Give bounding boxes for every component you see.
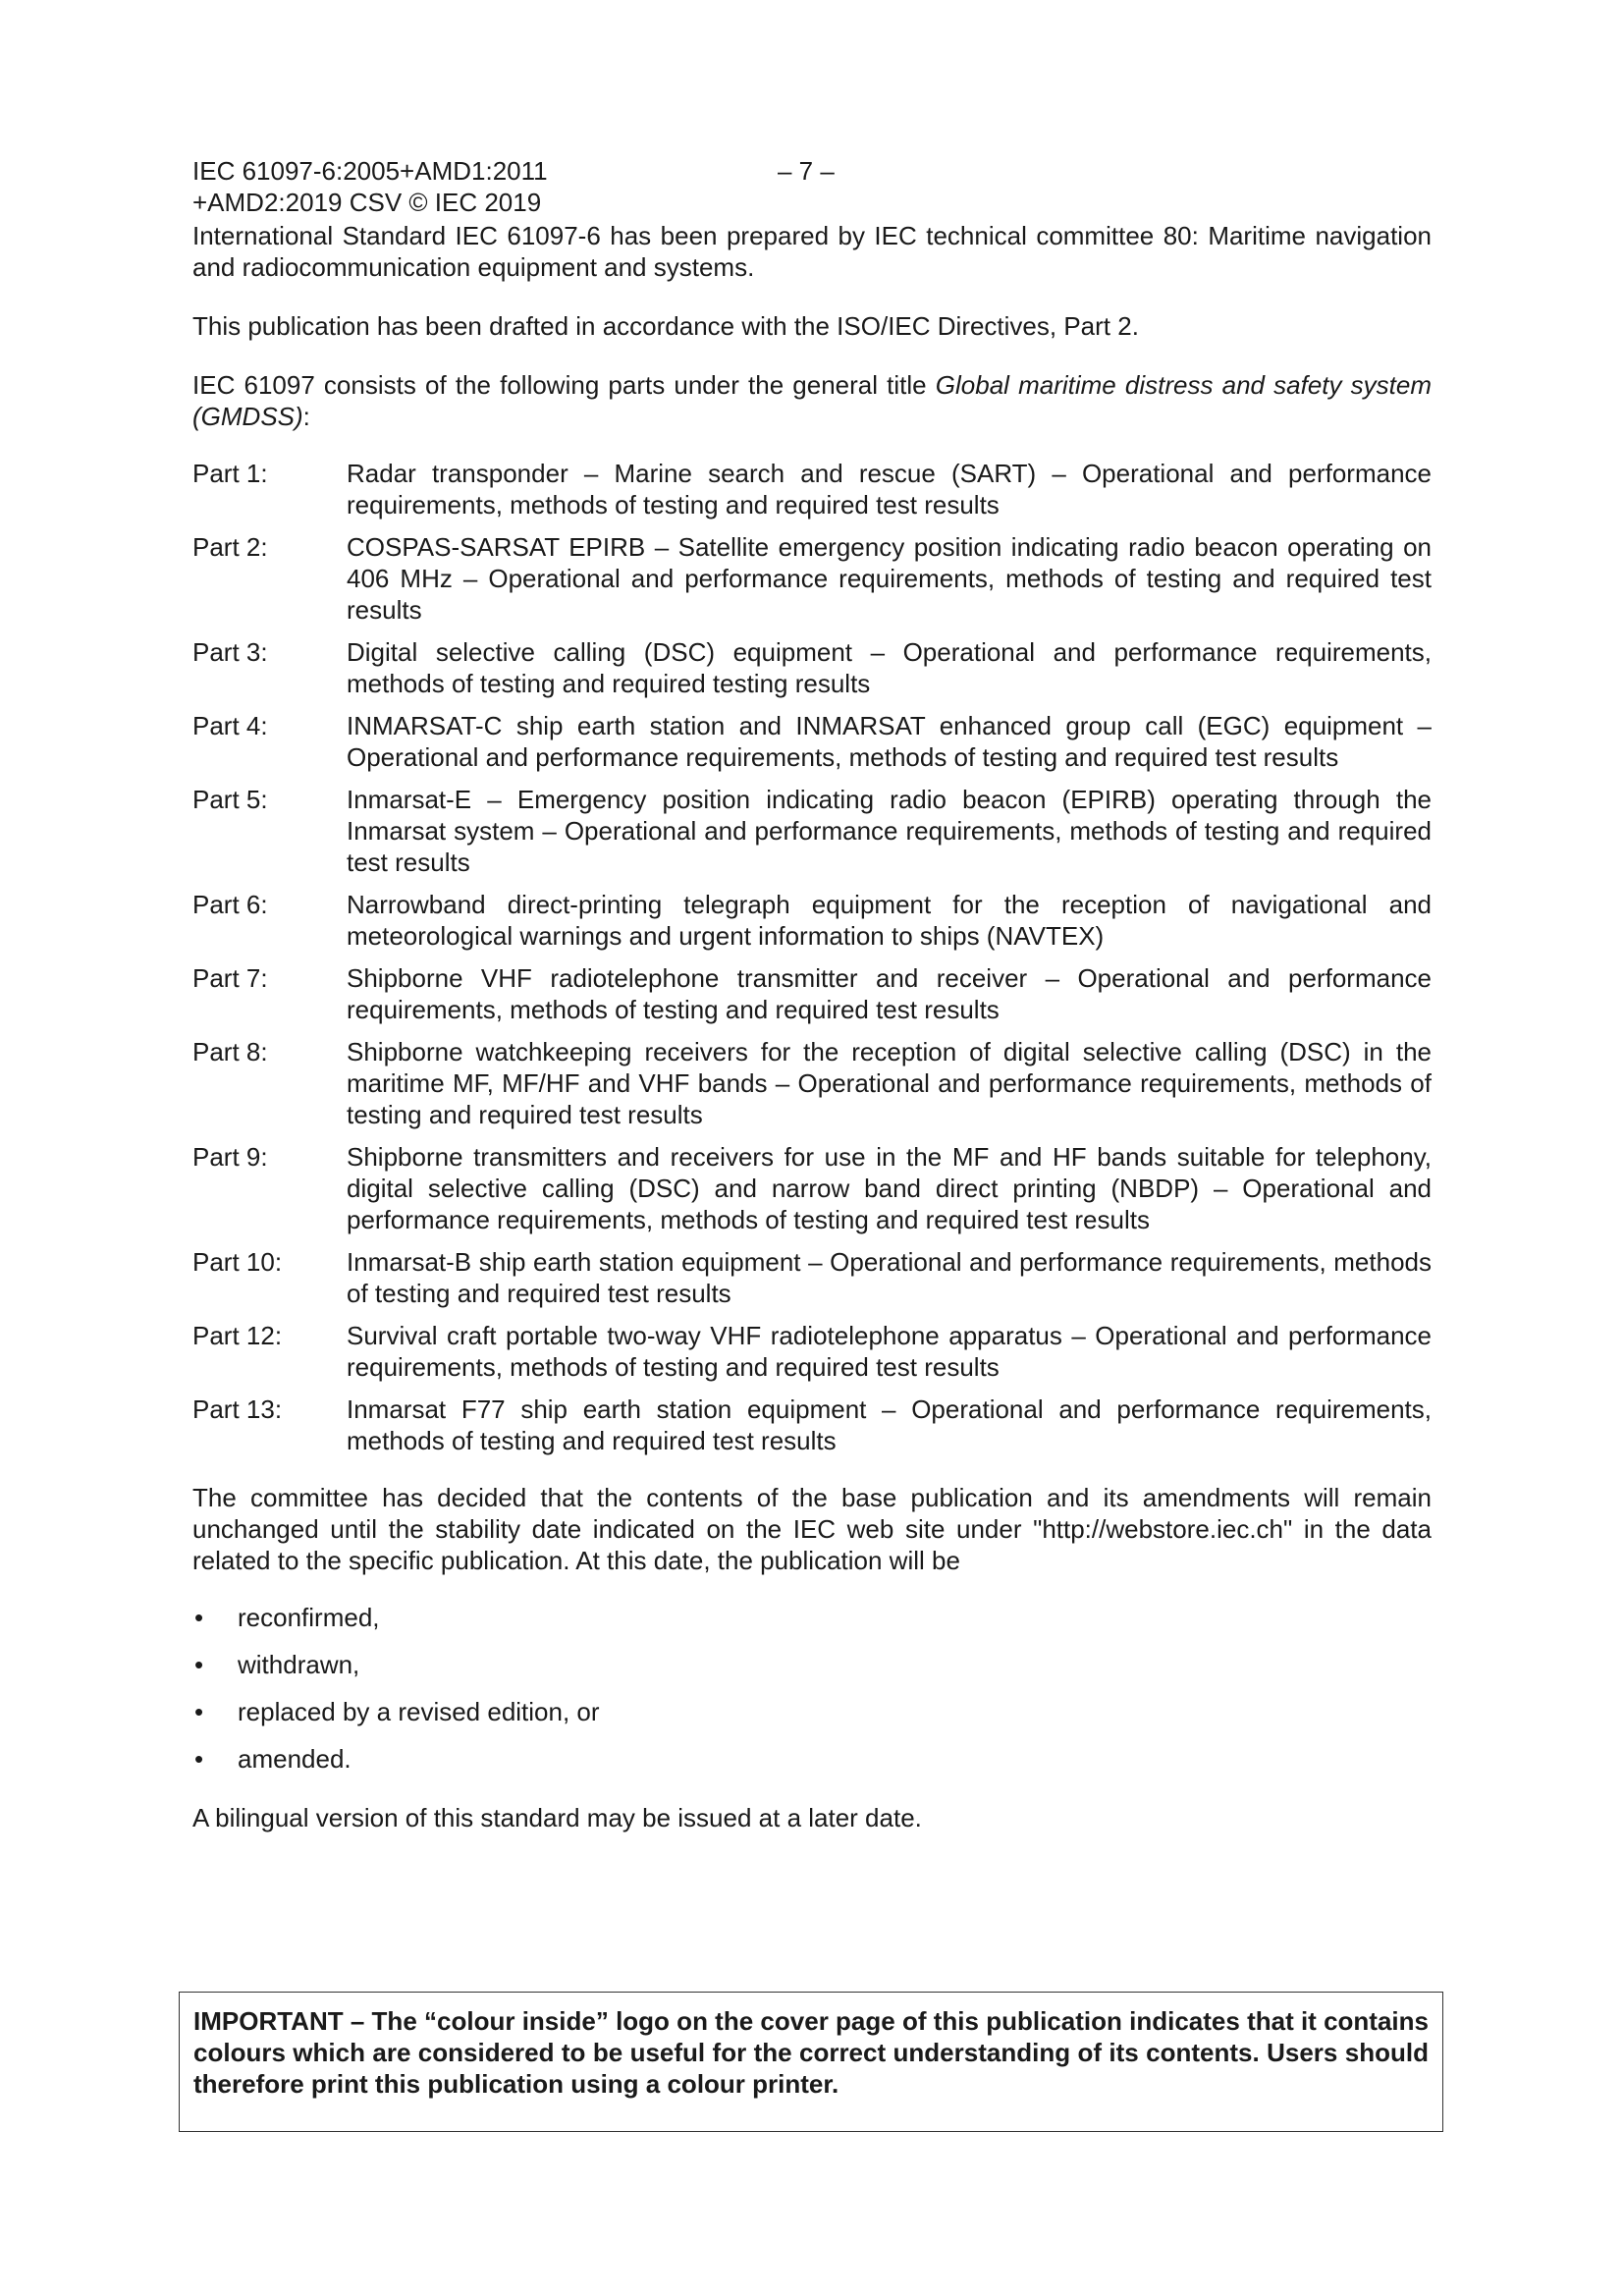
list-item-text: withdrawn, (238, 1650, 360, 1679)
directives-paragraph: This publication has been drafted in accordance with the ISO/IEC Directives, Part 2. (192, 311, 1139, 341)
part-title: INMARSAT-C ship earth station and INMARSAT enhanced group call (EGC) equipment – Operational and performance requirements, methods of testing and required test results (347, 711, 1432, 772)
part-row (192, 710, 1432, 773)
part-title: Radar transponder – Marine search and rescue (SART) – Operational and performance requirements, methods of testing and required test results (347, 459, 1432, 519)
part-title: Shipborne transmitters and receivers for use in the MF and HF bands suitable for telephony, digital selective calling (DSC) and narrow band direct printing (NBDP) – Operational and performance requirements, methods of testing and required test results (347, 1142, 1432, 1234)
page-header (192, 155, 1432, 218)
consists-prefix: IEC 61097 consists of the following parts under the general title (192, 370, 936, 400)
part-row (192, 636, 1432, 699)
part-label: Part 7: (192, 963, 268, 993)
bullet-icon: • (194, 1650, 204, 1679)
part-label: Part 6: (192, 890, 268, 919)
part-label: Part 4: (192, 711, 268, 740)
part-row (192, 1394, 1432, 1456)
bilingual-paragraph: A bilingual version of this standard may be issued at a later date. (192, 1803, 922, 1832)
bullet-icon: • (194, 1603, 204, 1632)
part-title: Inmarsat-B ship earth station equipment – Operational and performance requirements, methods of testing and required test results (347, 1247, 1432, 1308)
part-label: Part 3: (192, 637, 268, 667)
part-row (192, 784, 1432, 878)
header-line-1: IEC 61097-6:2005+AMD1:2011 (192, 156, 548, 186)
list-item (192, 1743, 1432, 1775)
list-item-text: reconfirmed, (238, 1603, 380, 1632)
list-item-text: replaced by a revised edition, or (238, 1697, 600, 1726)
part-row (192, 1141, 1432, 1235)
part-row (192, 1036, 1432, 1130)
consists-title: Global maritime distress and safety system (GMDSS) (192, 370, 1432, 431)
intro-paragraph: International Standard IEC 61097-6 has been prepared by IEC technical committee 80: Maritime navigation and radiocommunication equipment and systems. (192, 221, 1432, 282)
header-standard-id (192, 155, 548, 218)
part-label: Part 13: (192, 1394, 283, 1424)
part-row (192, 1320, 1432, 1383)
parts-list (192, 458, 1432, 1456)
part-title: Shipborne VHF radiotelephone transmitter and receiver – Operational and performance requirements, methods of testing and required test results (347, 963, 1432, 1024)
part-row (192, 531, 1432, 626)
header-line-2: +AMD2:2019 CSV © IEC 2019 (192, 188, 542, 217)
part-title: COSPAS-SARSAT EPIRB – Satellite emergency position indicating radio beacon operating on 406 MHz – Operational and performance requirements, methods of testing and required test results (347, 532, 1432, 625)
consists-suffix: : (302, 402, 310, 431)
consists-paragraph (192, 369, 1432, 432)
list-item (192, 1602, 1432, 1633)
stability-options-list (192, 1602, 1432, 1775)
part-title: Survival craft portable two-way VHF radiotelephone apparatus – Operational and performance requirements, methods of testing and required test results (347, 1321, 1432, 1382)
part-label: Part 12: (192, 1321, 283, 1350)
list-item (192, 1696, 1432, 1727)
important-notice-box: IMPORTANT – The “colour inside” logo on the cover page of this publication indicates that it contains colours which are considered to be useful for the correct understanding of its contents. Users should therefore print this publication using a colour printer. (179, 1992, 1443, 2132)
list-item (192, 1649, 1432, 1680)
part-row (192, 889, 1432, 952)
part-title: Narrowband direct-printing telegraph equipment for the reception of navigational and meteorological warnings and urgent information to ships (NAVTEX) (347, 890, 1432, 951)
document-page (192, 155, 1432, 1861)
part-row (192, 458, 1432, 520)
part-label: Part 5: (192, 785, 268, 814)
bullet-icon: • (194, 1697, 204, 1726)
page-number: – 7 – (778, 156, 835, 186)
part-label: Part 10: (192, 1247, 283, 1277)
part-label: Part 9: (192, 1142, 268, 1172)
stability-paragraph: The committee has decided that the contents of the base publication and its amendments will remain unchanged until the stability date indicated on the IEC web site under "http://webstore.iec.ch" in the data related to the specific publication. At this date, the publication will be (192, 1483, 1432, 1575)
list-item-text: amended. (238, 1744, 352, 1774)
part-label: Part 1: (192, 459, 268, 488)
part-row (192, 962, 1432, 1025)
part-label: Part 2: (192, 532, 268, 562)
part-title: Inmarsat-E – Emergency position indicating radio beacon (EPIRB) operating through the Inmarsat system – Operational and performance requirements, methods of testing and required test results (347, 785, 1432, 877)
part-row (192, 1246, 1432, 1309)
part-title: Digital selective calling (DSC) equipment – Operational and performance requirements, methods of testing and required testing results (347, 637, 1432, 698)
part-title: Shipborne watchkeeping receivers for the reception of digital selective calling (DSC) in the maritime MF, MF/HF and VHF bands – Operational and performance requirements, methods of testing and required test results (347, 1037, 1432, 1129)
part-label: Part 8: (192, 1037, 268, 1066)
part-title: Inmarsat F77 ship earth station equipment – Operational and performance requirements, methods of testing and required test results (347, 1394, 1432, 1455)
bullet-icon: • (194, 1744, 204, 1774)
